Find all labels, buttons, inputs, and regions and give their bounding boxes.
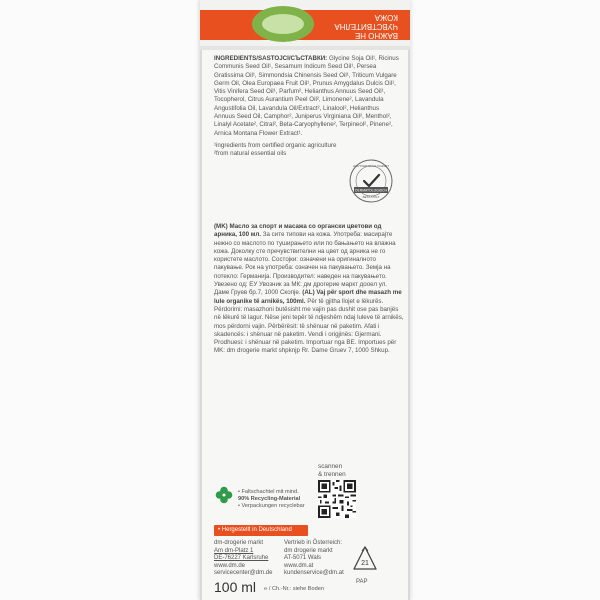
seal-middle-text: DERMATOLOGISCH	[355, 188, 387, 193]
recycling-line1: • Faltschachtel mit mind.	[238, 489, 299, 495]
dermatologically-tested-seal-icon	[348, 158, 394, 204]
footnotes	[214, 142, 400, 159]
made-in-germany-text: • Hergestellt in Deutschland	[218, 526, 292, 533]
ingredients-list: Glycine Soja Oil¹, Ricinus Communis Seed Oil¹, Sesamum Indicum Seed Oil¹, Persea Gratissima Oil¹, Simmondsia Chinensis Seed Oil¹, Triticum Vulgare Germ Oil, Olea Europaea Fruit Oil¹, Prunus Amygdalus Dulcis Oil¹, Vitis Vinifera Seed Oil¹, Parfum², Helianthus Annuus Seed Oil¹, Tocopherol, Citrus Aurantium Peel Oil², Limonene², Lavandula Angustifolia Oil, Lavandula Oil/Extract², Linalool², Helianthus Annuus Seed Oil, Camphor², Juniperus Virginiana Oil², Menthol², Linalyl Acetate², Citral², Beta-Caryophyllene², Terpineol², Pinene², Arnica Montana Flower Extract¹.	[214, 55, 399, 137]
pap-label: PAP	[356, 579, 368, 585]
translation-text-block	[214, 223, 404, 356]
seal-top-text: HAUTVERTRÄGLICHKEIT	[352, 164, 390, 168]
ingredients-block	[214, 55, 400, 138]
address-at-line: kundenservice@dm.at	[284, 570, 344, 576]
recycling-line3: • Verpackungen recyclebar	[238, 503, 305, 509]
address-austria	[284, 540, 348, 578]
box-right-edge	[408, 0, 410, 600]
scan-label-line1: scannen	[318, 463, 343, 470]
flap-text: ВАЖНО НЕ ЧУВСТВИТЕЛНА КОЖА	[334, 13, 398, 40]
al-body: Për të gjitha llojet e lëkurës. Përdorimi: masazhoni butësisht me vajin pas dushit ose pas banjës në lëkurë të lagur. Nëse jeni tepër të ndjeshëm ndaj luleve të arnikës, mos përdorni vajin. Përbërësit: të shënuar në paketim. Afati i skadencës: i shënuar në paketim. Vendi i origjinës: Gjermani. Prodhuesi: i shënuar në paketim. Importuar nga BE. Importues për MK: dm drogerie markt shpknjp Rr. Dame Gruev 7, 1000 Shkup.	[214, 297, 404, 355]
recycling-info	[238, 489, 308, 510]
box-left-edge	[200, 0, 202, 600]
address-at-line: dm drogerie markt	[284, 547, 333, 554]
footnote-essential-oils: ²from natural essential oils	[214, 150, 287, 158]
address-at-line: www.dm.at	[284, 562, 314, 569]
address-at-line: Vertrieb in Österreich:	[284, 540, 343, 546]
qr-code-icon	[318, 480, 356, 518]
leaf-logo-inner	[262, 14, 304, 34]
scan-label-line2: & trennen	[318, 471, 346, 478]
volume-label: 100 ml	[214, 579, 257, 595]
footnote-organic: ¹ingredients from certified organic agriculture	[214, 142, 337, 149]
address-germany	[214, 540, 282, 578]
address-de-line: www.dm.de	[214, 562, 246, 569]
address-de-line: servicecenter@dm.de	[214, 570, 273, 576]
ingredients-heading: INGREDIENTS/SASTOJCI/СЪСТАВКИ:	[214, 55, 328, 62]
address-de-line: DE-76227 Karlsruhe	[214, 555, 269, 561]
flap-fold-line	[200, 46, 410, 50]
mk-body: За сите типови на кожа. Употреба: масирајте нежно со маслото по туширањето или по бањањето на влажна кожа. Доколку сте пречувствителни на цвет од арника не го користете маслото. Состојки: означени на оригиналното пакување. Рок на употреба: означен на пакувањето. Земја на потекло: Германија. Производител: наведен на пакувањето. Увезено од: ЕУ Увозник за МК: дм дрогерие маркт дооел ул. Даме Груев бр.7, 1000 Скопје.	[214, 231, 396, 297]
al-tag: (AL)	[302, 289, 315, 297]
address-at-line: AT-5071 Wals	[284, 555, 322, 561]
recycling-triangle-icon	[352, 543, 378, 577]
lot-number-note: ℮ / Ch.-Nr.: siehe Boden	[264, 586, 324, 592]
address-de-line: dm-drogerie markt	[214, 540, 264, 546]
address-de-line: Am dm-Platz 1	[214, 547, 254, 554]
seal-bottom-text: BESTÄTIGT	[362, 195, 380, 199]
mk-product-title: Масло за спорт и масажа со органски цветови од арника, 100 мл.	[214, 223, 382, 239]
mk-tag: (MK)	[214, 223, 228, 230]
box-top-flap	[200, 0, 410, 46]
recycling-line2: 90% Recycling-Material	[238, 496, 301, 502]
scan-label	[318, 463, 378, 479]
pap-number: 21	[361, 560, 369, 567]
al-product-title: Vaj për sport dhe masazh me lule organike të arnikës, 100ml.	[214, 289, 402, 305]
clover-icon	[214, 485, 234, 505]
